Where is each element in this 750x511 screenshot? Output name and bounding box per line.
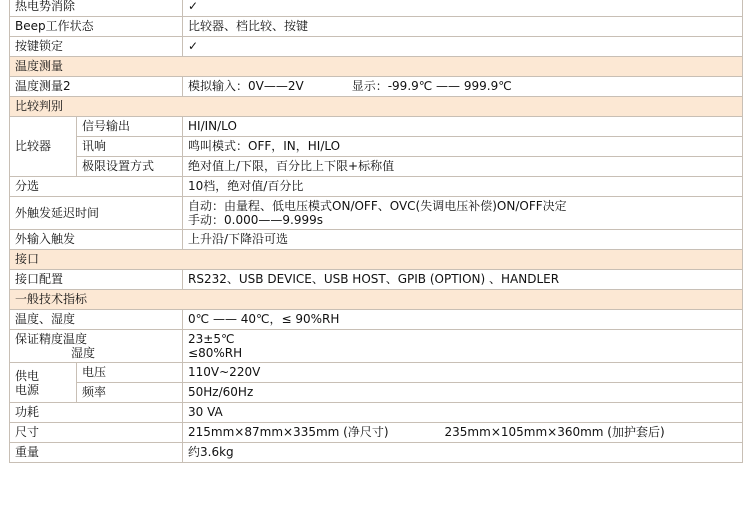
row-value xyxy=(183,77,743,97)
row-label: 电压 xyxy=(77,363,183,383)
row-label xyxy=(10,330,183,363)
accuracy-temp-value: 23±5℃ xyxy=(188,332,235,346)
check-icon: ✓ xyxy=(183,0,743,17)
row-value: 约3.6kg xyxy=(183,443,743,463)
table-row xyxy=(10,37,743,57)
section-row xyxy=(10,250,743,270)
row-value: 比较器、档比较、按键 xyxy=(183,17,743,37)
section-header: 温度测量 xyxy=(10,57,743,77)
section-row xyxy=(10,57,743,77)
table-row xyxy=(10,17,743,37)
case-size-text: 235mm×105mm×360mm (加护套后) xyxy=(444,425,665,439)
row-label: Beep工作状态 xyxy=(10,17,183,37)
section-header: 一般技术指标 xyxy=(10,290,743,310)
row-label: 功耗 xyxy=(10,403,183,423)
table-row xyxy=(10,197,743,230)
section-row xyxy=(10,290,743,310)
section-row xyxy=(10,97,743,117)
row-label: 外输入触发 xyxy=(10,230,183,250)
table-row xyxy=(10,137,743,157)
row-label: 重量 xyxy=(10,443,183,463)
row-label: 信号输出 xyxy=(77,117,183,137)
row-label: 尺寸 xyxy=(10,423,183,443)
table-row xyxy=(10,330,743,363)
accuracy-humidity-value: ≤80%RH xyxy=(188,346,243,360)
row-value: 110V~220V xyxy=(183,363,743,383)
table-row xyxy=(10,310,743,330)
table-row xyxy=(10,177,743,197)
table-row xyxy=(10,270,743,290)
table-row xyxy=(10,117,743,137)
power-label-line1: 供电 xyxy=(15,368,40,383)
row-value: 0℃ —— 40℃，≤ 90%RH xyxy=(183,310,743,330)
section-header: 比较判别 xyxy=(10,97,743,117)
row-value: 绝对值上/下限，百分比上下限+标称值 xyxy=(183,157,743,177)
table-row xyxy=(10,403,743,423)
row-value: 50Hz/60Hz xyxy=(183,383,743,403)
manual-delay-text: 手动：0.000——9.999s xyxy=(188,213,323,227)
row-label: 温度、湿度 xyxy=(10,310,183,330)
accuracy-temp-label: 保证精度温度 xyxy=(15,332,88,346)
table-row xyxy=(10,423,743,443)
row-label: 极限设置方式 xyxy=(77,157,183,177)
table-row xyxy=(10,157,743,177)
row-value: 30 VA xyxy=(183,403,743,423)
table-row xyxy=(10,443,743,463)
row-label: 分选 xyxy=(10,177,183,197)
row-value xyxy=(183,423,743,443)
spec-table xyxy=(9,0,743,463)
row-label: 讯响 xyxy=(77,137,183,157)
row-label: 接口配置 xyxy=(10,270,183,290)
row-value: HI/IN/LO xyxy=(183,117,743,137)
table-row xyxy=(10,383,743,403)
row-value: 10档，绝对值/百分比 xyxy=(183,177,743,197)
group-label xyxy=(10,363,77,403)
row-value: 上升沿/下降沿可选 xyxy=(183,230,743,250)
row-label: 按键锁定 xyxy=(10,37,183,57)
power-label-line2: 电源 xyxy=(15,382,40,397)
row-label: 外触发延迟时间 xyxy=(10,197,183,230)
display-range-text: 显示：-99.9℃ —— 999.9℃ xyxy=(351,79,512,93)
accuracy-humidity-label: 湿度 xyxy=(71,346,96,360)
table-row xyxy=(10,363,743,383)
row-value xyxy=(183,330,743,363)
net-size-text: 215mm×87mm×335mm (净尺寸) xyxy=(188,425,389,439)
row-value: 鸣叫模式：OFF，IN，HI/LO xyxy=(183,137,743,157)
row-value xyxy=(183,197,743,230)
row-value: RS232、USB DEVICE、USB HOST、GPIB (OPTION) 、HANDLER xyxy=(183,270,743,290)
auto-delay-text: 自动：由量程、低电压模式ON/OFF、OVC(失调电压补偿)ON/OFF决定 xyxy=(188,199,567,213)
table-row xyxy=(10,77,743,97)
section-header: 接口 xyxy=(10,250,743,270)
row-label: 温度测量2 xyxy=(10,77,183,97)
table-row xyxy=(10,230,743,250)
table-row xyxy=(10,0,743,17)
check-icon: ✓ xyxy=(183,37,743,57)
analog-input-text: 模拟输入：0V——2V xyxy=(188,79,304,93)
group-label: 比较器 xyxy=(10,117,77,177)
row-label: 热电势消除 xyxy=(10,0,183,17)
row-label: 频率 xyxy=(77,383,183,403)
